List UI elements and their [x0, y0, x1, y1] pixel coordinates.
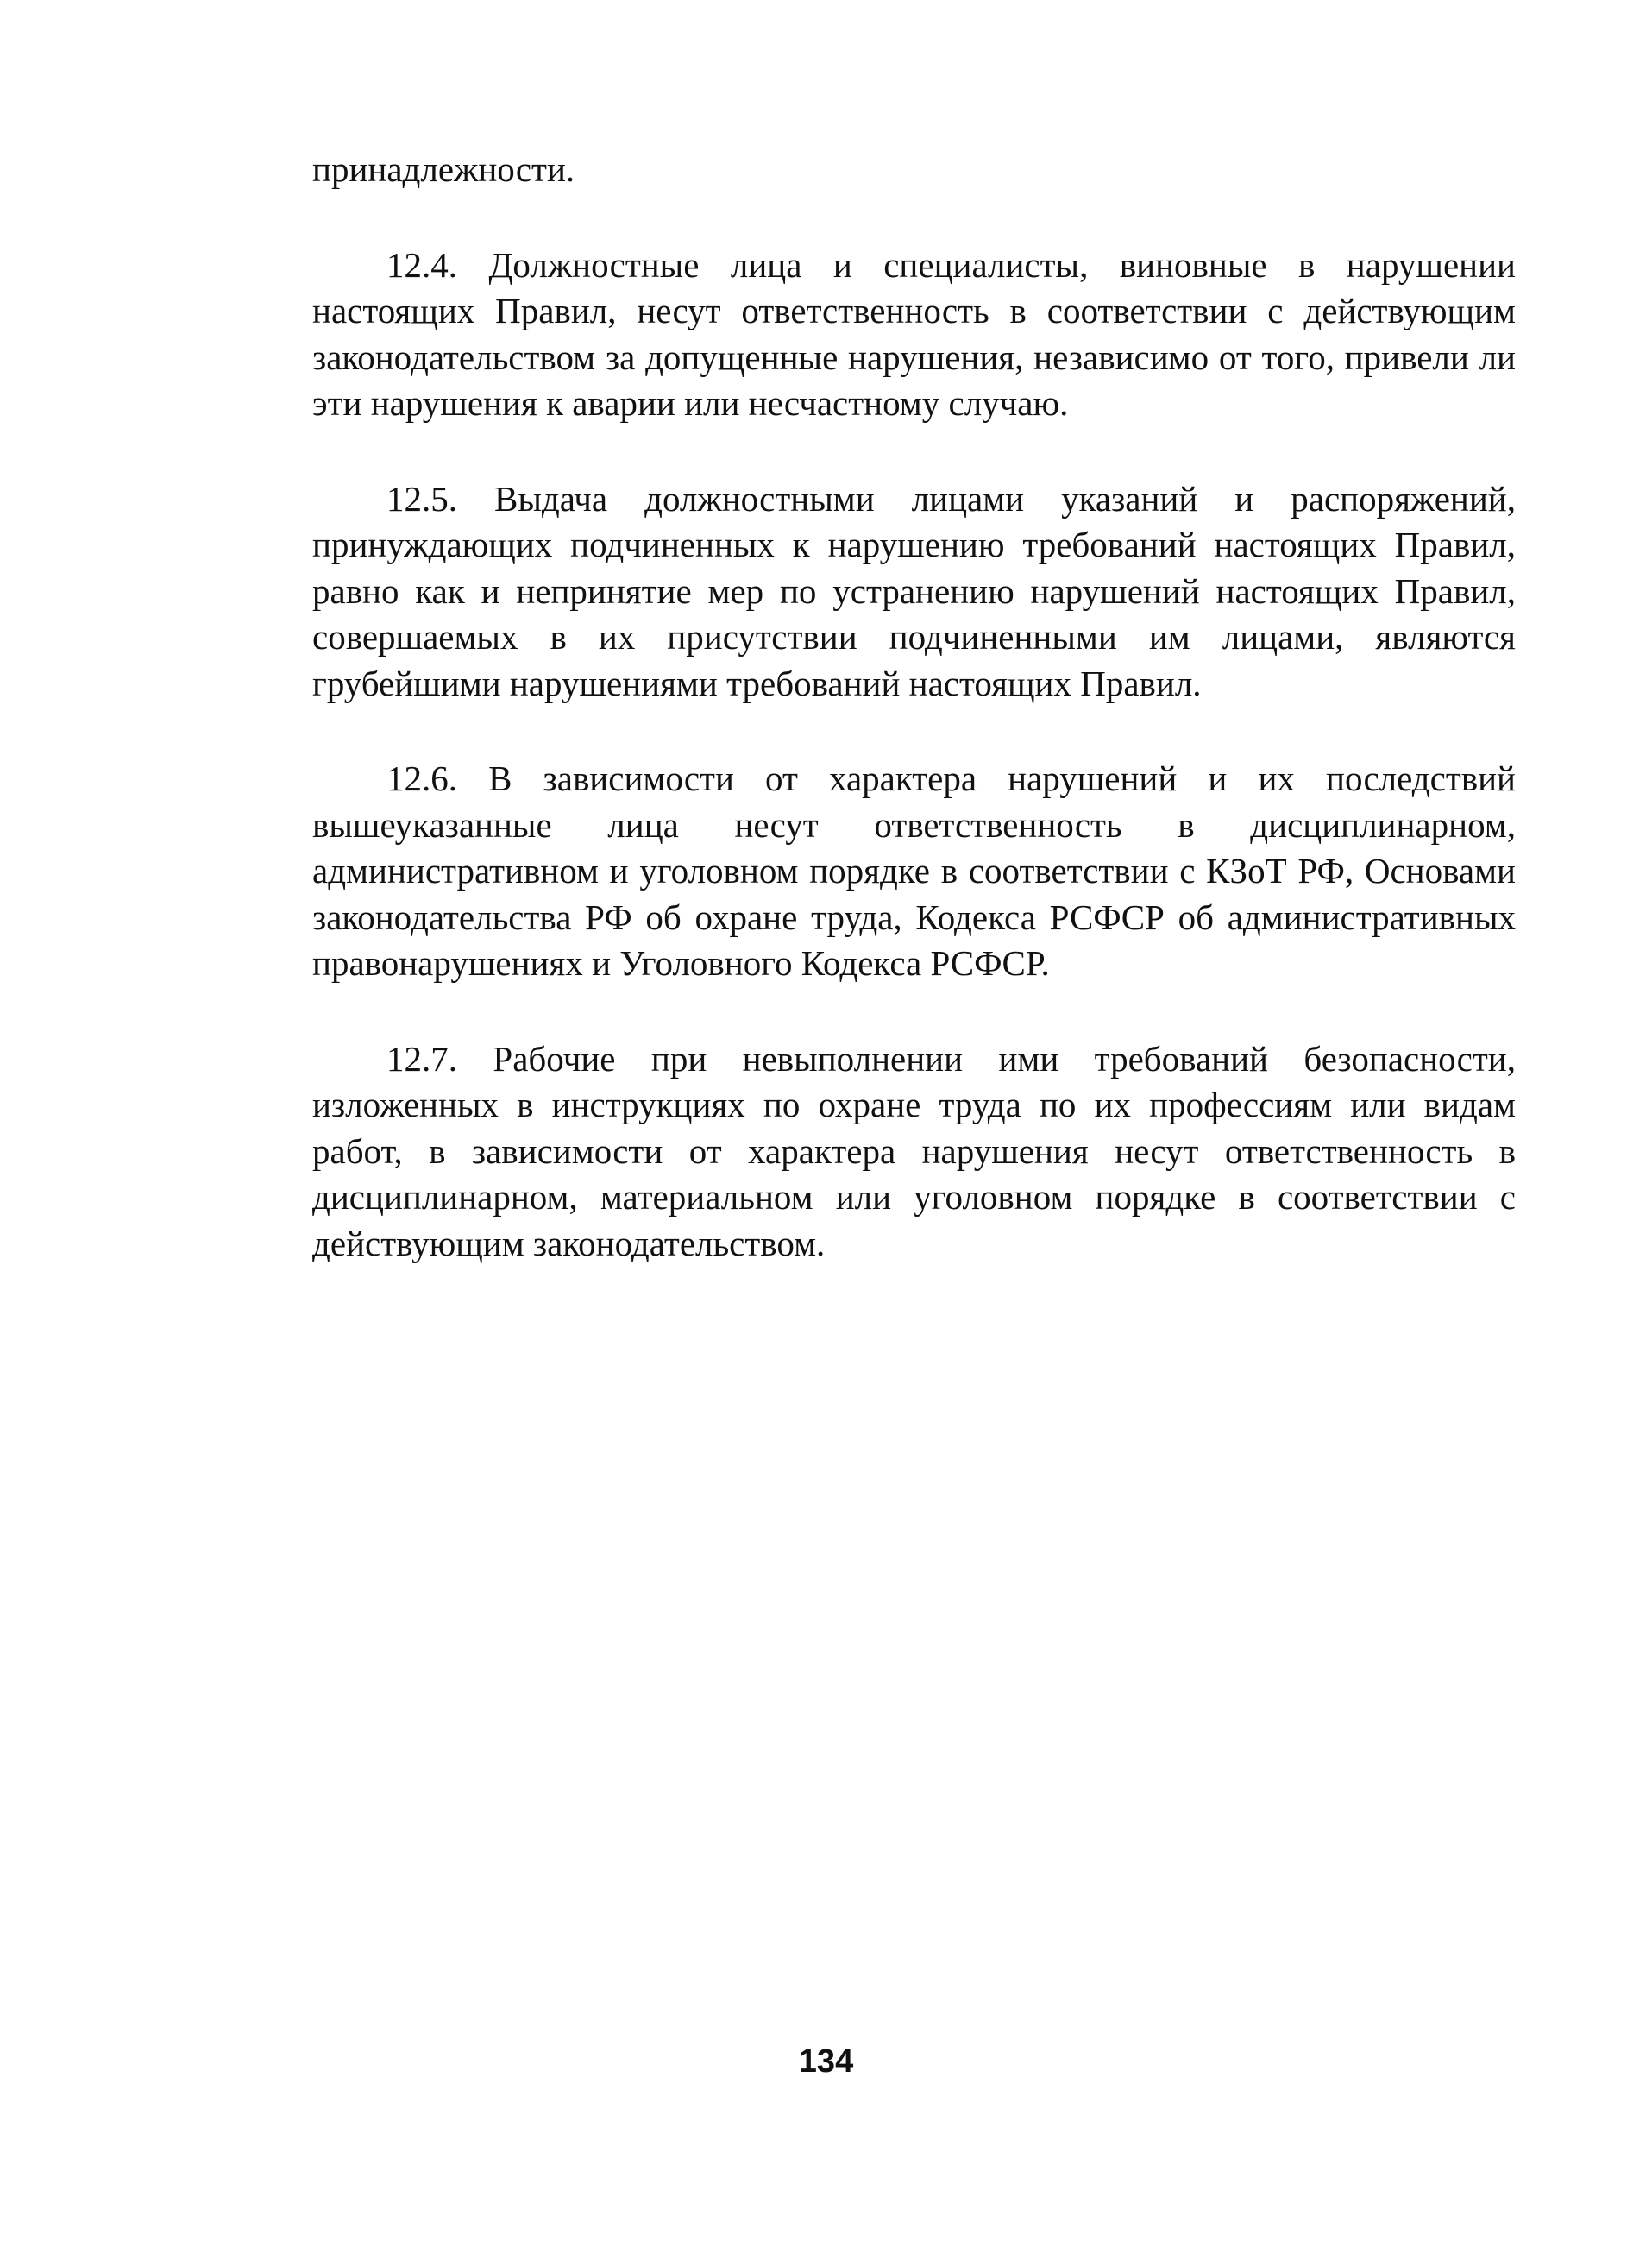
paragraph-12-6: 12.6. В зависимости от характера нарушений и их последствий вышеуказанные лица несут ответственность в дисциплинарном, административном и уголовном порядке в соответствии с КЗоТ РФ, Основами законодательства РФ об охране труда, Кодекса РСФСР об административных правонарушениях и Уголовного Кодекса РСФСР. [312, 758, 1516, 983]
paragraph-12-7: 12.7. Рабочие при невыполнении ими требований безопасности, изложенных в инструкциях по охране труда по их профессиям или видам работ, в зависимости от характера нарушения несут ответственность в дисциплинарном, материальном или уголовном порядке в соответствии с действующим законодательством. [312, 1038, 1516, 1263]
page-number: 134 [798, 2043, 854, 2080]
body-text [312, 147, 1516, 1267]
paragraph-12-4: 12.4. Должностные лица и специалисты, виновные в нарушении настоящих Правил, несут ответственность в соответствии с действующим законодательством за допущенные нарушения, независимо от того, привели ли эти нарушения к аварии или несчастному случаю. [312, 244, 1516, 423]
paragraph-12-5: 12.5. Выдача должностными лицами указаний и распоряжений, принуждающих подчиненных к нарушению требований настоящих Правил, равно как и непринятие мер по устранению нарушений настоящих Правил, совершаемых в их присутствии подчиненными им лицами, являются грубейшими нарушениями требований настоящих Правил. [312, 478, 1516, 703]
paragraph-continuation: принадлежности. [312, 149, 575, 189]
